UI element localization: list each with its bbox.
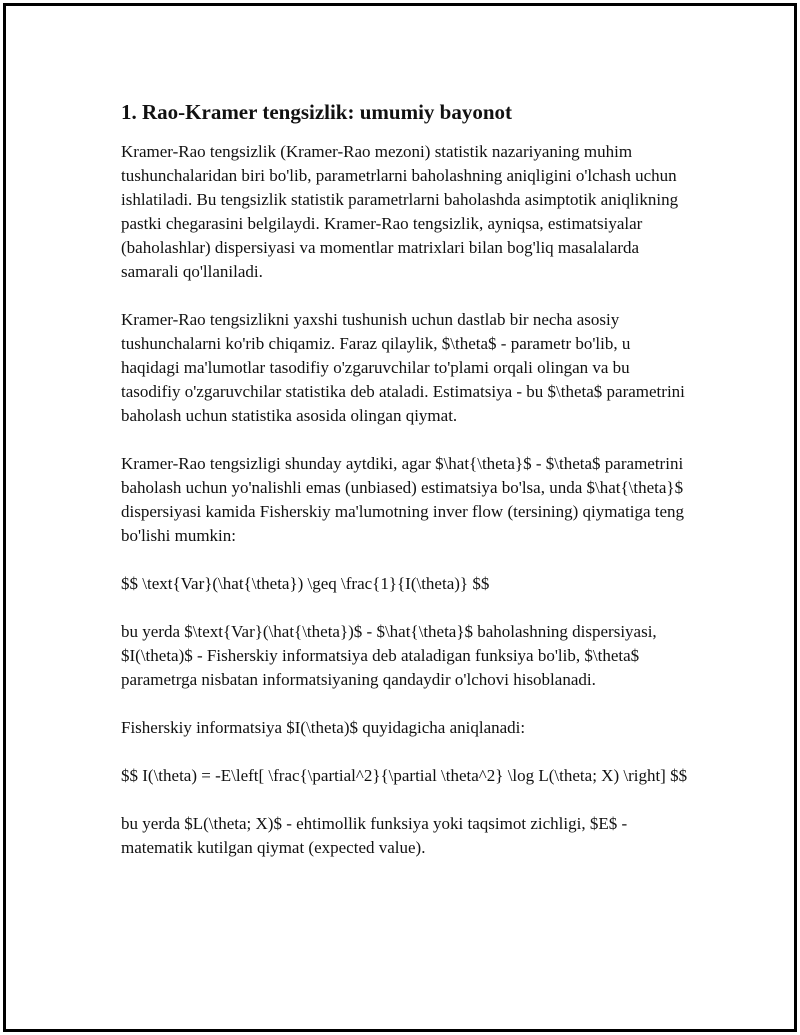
formula-fisher-information: $$ I(\theta) = -E\left[ \frac{\partial^2}{\partial \theta^2} \log L(\theta; X) \right] $$ — [121, 766, 688, 785]
paragraph-definitions: bu yerda $\text{Var}(\hat{\theta})$ - $\hat{\theta}$ baholashning dispersiyasi, $I(\theta)$ - Fisherskiy informatsiya deb ataladigan funksiya bo'lib, $\theta$ parametrga nisbatan informatsiyaning qandaydir o'lchovi hisoblanadi. — [121, 622, 657, 689]
paragraph-fisher-intro: Fisherskiy informatsiya $I(\theta)$ quyidagicha aniqlanadi: — [121, 718, 526, 737]
paragraph-likelihood: bu yerda $L(\theta; X)$ - ehtimollik funksiya yoki taqsimot zichligi, $E$ - matematik kutilgan qiymat (expected value). — [121, 814, 628, 857]
document-title: 1. Rao-Kramer tengsizlik: umumiy bayonot — [121, 100, 513, 124]
paragraph-statement: Kramer-Rao tengsizligi shunday aytdiki, agar $\hat{\theta}$ - $\theta$ parametrini baholash uchun yo'nalishli emas (unbiased) estimatsiya bo'lsa, unda $\hat{\theta}$ dispersiyasi kamida Fisherskiy ma'lumotning inver flow (tersining) qiymatiga teng bo'lishi mumkin: — [121, 454, 685, 545]
page-frame — [3, 3, 797, 1032]
document-body — [121, 98, 691, 884]
formula-inequality: $$ \text{Var}(\hat{\theta}) \geq \frac{1}{I(\theta)} $$ — [121, 574, 490, 593]
paragraph-intro: Kramer-Rao tengsizlik (Kramer-Rao mezoni) statistik nazariyaning muhim tushunchalaridan biri bo'lib, parametrlarni baholashning aniqligini o'lchash uchun ishlatiladi. Bu tengsizlik statistik parametrlarni baholashda asimptotik aniqlikning pastki chegarasini belgilaydi. Kramer-Rao tengsizlik, ayniqsa, estimatsiyalar (baholashlar) dispersiyasi va momentlar matrixlari bilan bog'liq masalalarda samarali qo'llaniladi. — [121, 142, 679, 281]
paragraph-concepts: Kramer-Rao tengsizlikni yaxshi tushunish uchun dastlab bir necha asosiy tushunchalarni ko'rib chiqamiz. Faraz qilaylik, $\theta$ - parametr bo'lib, u haqidagi ma'lumotlar tasodifiy o'zgaruvchilar to'plami orqali olingan va bu tasodifiy o'zgaruvchilar statistika deb ataladi. Estimatsiya - bu $\theta$ parametrini baholash uchun statistika asosida olingan qiymat. — [121, 310, 685, 425]
